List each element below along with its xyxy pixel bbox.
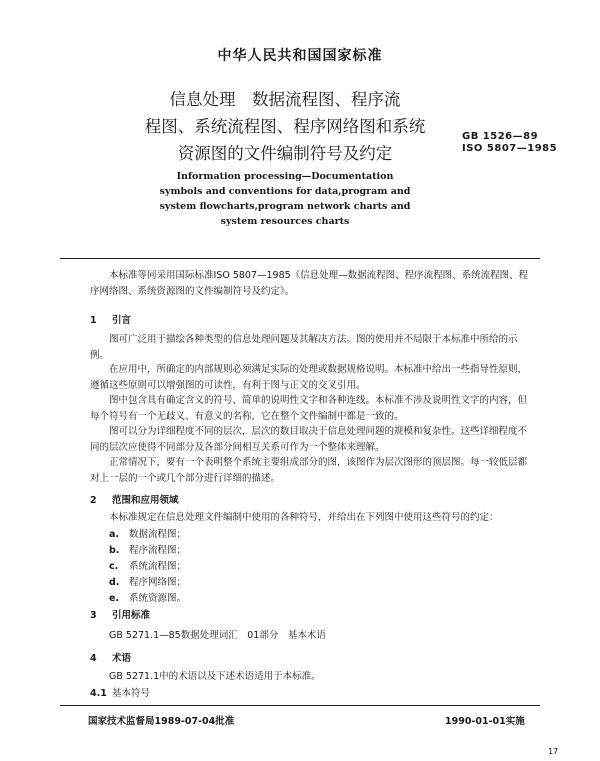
section-1-heading — [90, 312, 131, 326]
intro-paragraph: 本标准等同采用国际标准ISO 5807—1985《信息处理—数据流程图、程序流程图、系统流程图、程序网络图、系统资源图的文件编制符号及约定》。 — [90, 270, 529, 297]
section-3-number: 3 — [90, 610, 97, 621]
list-item-label: b. — [109, 545, 120, 556]
effective-date: 1990-01-01实施 — [445, 716, 525, 727]
iso-code: ISO 5807—1985 — [462, 143, 558, 154]
section-3-paragraph: GB 5271.1—85数据处理词汇 01部分 基本术语 — [109, 630, 326, 641]
section-2-title: 范围和应用领域 — [112, 495, 179, 506]
section-2-number: 2 — [90, 495, 97, 506]
list-item — [109, 542, 186, 556]
section-4-title: 术语 — [112, 653, 132, 664]
approval-date: 国家技术监督局1989-07-04批准 — [88, 716, 235, 727]
title-cn-line-1: 信息处理 数据流程图、程序流 — [169, 90, 401, 109]
section-4-number: 4 — [90, 653, 97, 664]
section-2-heading — [90, 492, 179, 506]
section-1-paragraph-3: 图中包含具有确定含义的符号、简单的说明性文字和各种连线。本标准不涉及说明性文字的内容，但每个符号有一个无歧义、有意义的名称，它在整个文件编制中都是一致的。 — [90, 395, 528, 422]
section-1-paragraph-5: 正常情况下，要有一个表明整个系统主要组成部分的图，该图作为层次图形的顶层图。每一较低层都对上一层的一个或几个部分进行详细的描述。 — [90, 457, 528, 484]
page-number: 17 — [548, 747, 559, 756]
section-2-paragraph: 本标准规定在信息处理文件编制中使用的各种符号，并给出在下列图中使用这些符号的约定： — [109, 512, 499, 523]
section-1-title: 引言 — [112, 315, 132, 326]
subsection-4-1-number: 4.1 — [90, 688, 107, 699]
section-1-paragraph-1: 图可广泛用于描绘各种类型的信息处理问题及其解决方法。图的使用并不局限于本标准中所给的示例。 — [90, 334, 518, 361]
list-item-label: d. — [109, 577, 120, 588]
title-cn-line-2: 程图、系统流程图、程序网络图和系统 — [144, 117, 426, 136]
title-en-line-2: symbols and conventions for data,program and — [159, 186, 411, 197]
footer-divider — [60, 705, 540, 706]
section-4-paragraph: GB 5271.1中的术语以及下述术语适用于本标准。 — [109, 671, 321, 682]
title-en-line-3: system flowcharts,program network charts and — [159, 201, 411, 212]
section-4-heading — [90, 650, 131, 664]
title-en-line-1: Information processing—Documentation — [176, 171, 394, 182]
list-item — [109, 558, 186, 572]
list-item-text: 程序网络图； — [129, 577, 187, 588]
subsection-4-1-title: 基本符号 — [112, 688, 151, 699]
section-1-number: 1 — [90, 315, 97, 326]
list-item-text: 系统流程图； — [129, 561, 187, 572]
section-1-paragraph-4: 图可以分为详细程度不同的层次，层次的数目取决于信息处理问题的规模和复杂性。这些详细程度不同的层次应使得不同部分及各部分间相互关系可作为一个整体来理解。 — [90, 426, 528, 453]
list-item — [109, 526, 186, 540]
section-3-title: 引用标准 — [112, 610, 151, 621]
gb-code: GB 1526—89 — [462, 131, 539, 142]
list-item-text: 数据流程图； — [129, 529, 187, 540]
list-item — [109, 574, 186, 588]
list-item-label: e. — [109, 593, 120, 604]
list-item-text: 系统资源图。 — [129, 593, 187, 604]
header-divider — [60, 258, 540, 259]
national-standard-header: 中华人民共和国国家标准 — [217, 48, 383, 64]
list-item — [109, 590, 186, 604]
list-item-label: a. — [109, 529, 120, 540]
subsection-4-1-heading — [90, 685, 150, 699]
list-item-text: 程序流程图； — [129, 545, 187, 556]
section-3-heading — [90, 607, 150, 621]
list-item-label: c. — [109, 561, 119, 572]
title-cn-line-3: 资源图的文件编制符号及约定 — [177, 144, 393, 163]
title-en-line-4: system resources charts — [220, 216, 350, 227]
section-1-paragraph-2: 在应用中，所确定的内部规则必须满足实际的处理或数据规格说明。本标准中给出一些指导性原则，遵循这些原则可以增强图的可读性，有利于图与正文的交叉引用。 — [90, 364, 528, 391]
